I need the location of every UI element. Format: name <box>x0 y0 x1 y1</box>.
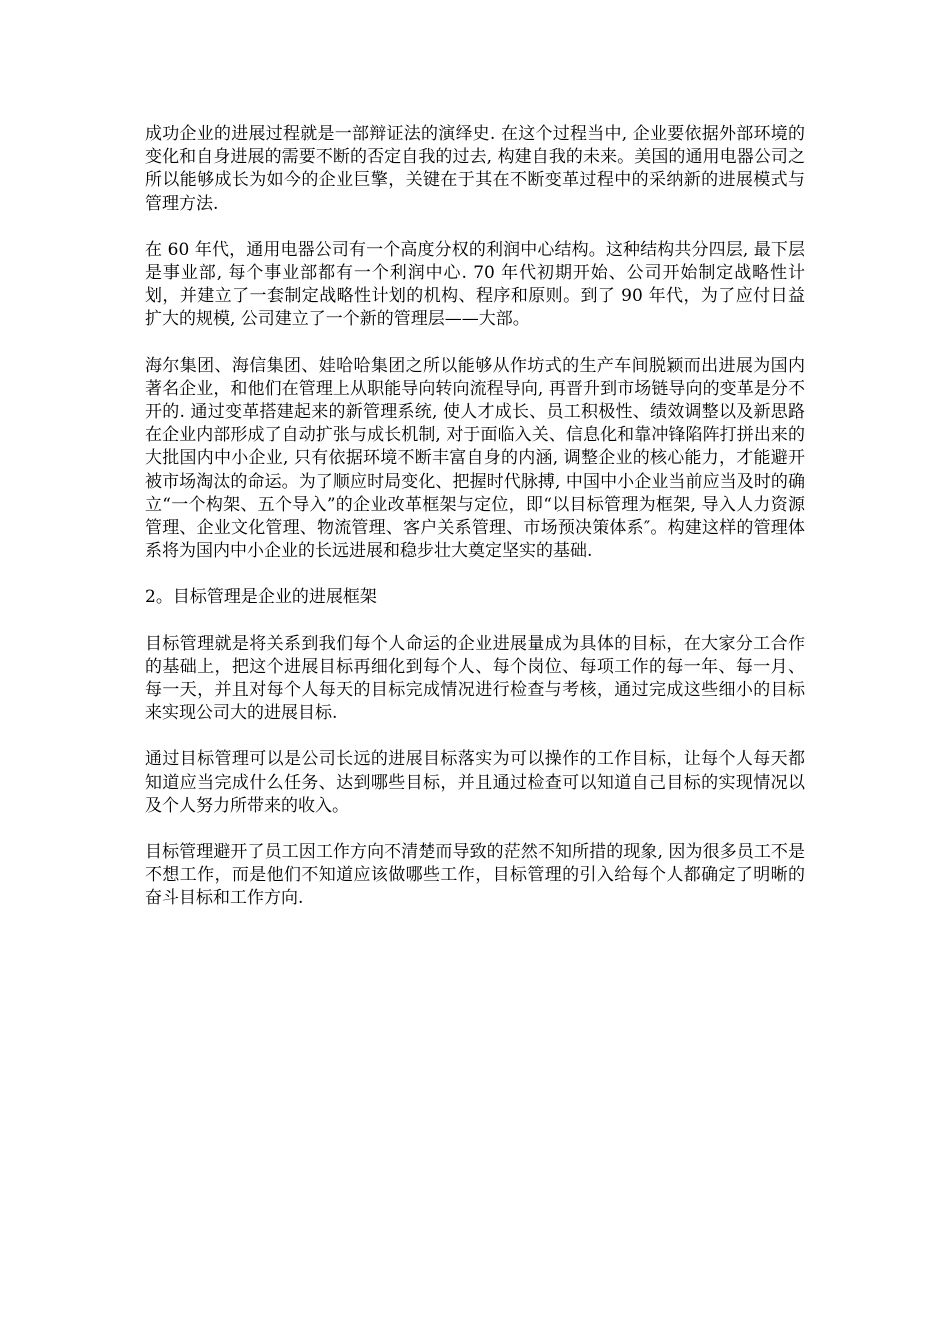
paragraph-goal-benefits: 通过目标管理可以是公司长远的进展目标落实为可以操作的工作目标，让每个人每天都知道应当完成什么任务、达到哪些目标，并且通过检查可以知道自己目标的实现情况以及个人努力所带来的收入。 <box>145 749 805 816</box>
document-body <box>145 123 805 934</box>
paragraph-ge-structure: 在 60 年代，通用电器公司有一个高度分权的利润中心结构。这种结构共分四层, 最下层是事业部, 每个事业部都有一个利润中心. 70 年代初期开始、公司开始制定战略性计划，并建立了一套制定战略性计划的机构、程序和原则。到了 90 年代，为了应付日益扩大的规模, 公司建立了一个新的管理层——大部。 <box>145 239 805 330</box>
section-heading: 2。目标管理是企业的进展框架 <box>145 587 377 608</box>
paragraph-ge-history: 成功企业的进展过程就是一部辩证法的演绎史. 在这个过程当中, 企业要依据外部环境的变化和自身进展的需要不断的否定自我的过去, 构建自我的未来。美国的通用电器公司之所以能够成长为如今的企业巨擎，关键在于其在不断变革过程中的采纳新的进展模式与管理方法. <box>145 124 805 214</box>
paragraph-goal-definition: 目标管理就是将关系到我们每个人命运的企业进展量成为具体的目标，在大家分工合作的基础上，把这个进展目标再细化到每个人、每个岗位、每项工作的每一年、每一月、每一天，并且对每个人每天的目标完成情况进行检查与考核，通过完成这些细小的目标来实现公司大的进展目标. <box>145 633 805 724</box>
paragraph-chinese-enterprises: 海尔集团、海信集团、娃哈哈集团之所以能够从作坊式的生产车间脱颖而出进展为国内著名企业，和他们在管理上从职能导向转向流程导向, 再晋升到市场链导向的变革是分不开的. 通过变革搭建起来的新管理系统, 使人才成长、员工积极性、绩效调整以及新思路在企业内部形成了自动扩张与成长机制, 对于面临入关、信息化和靠冲锋陷阵打拼出来的大批国内中小企业, 只有依据环境不断丰富自身的内涵, 调整企业的核心能力，才能避开被市场淘汰的命运。为了顺应时局变化、把握时代脉搏, 中国中小企业当前应当及时的确立“一个构架、五个导入”的企业改革框架与定位，即“以目标管理为框架, 导入人力资源管理、企业文化管理、物流管理、客户关系管理、市场预决策体系″。构建这样的管理体系将为国内中小企业的长远进展和稳步壮大奠定坚实的基础. <box>145 355 805 562</box>
paragraph-goal-direction: 目标管理避开了员工因工作方向不清楚而导致的茫然不知所措的现象, 因为很多员工不是不想工作，而是他们不知道应该做哪些工作，目标管理的引入给每个人都确定了明晰的奋斗目标和工作方向. <box>145 842 805 909</box>
